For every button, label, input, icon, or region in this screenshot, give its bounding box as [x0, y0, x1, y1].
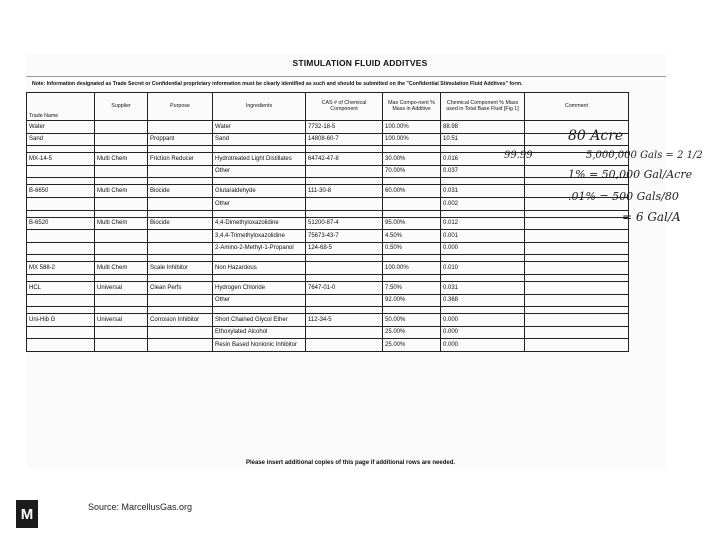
- column-header: Max Compo-nent % Mass in Additive: [383, 93, 441, 121]
- table-cell: 0.000: [441, 339, 525, 352]
- table-cell: Clean Perfs: [148, 281, 213, 294]
- table-cell: 0.037: [441, 165, 525, 178]
- table-cell: Multi Chem: [95, 262, 148, 275]
- row-spacer: [27, 210, 629, 217]
- table-cell: 25.00%: [383, 326, 441, 339]
- table-cell: 112-34-5: [306, 314, 383, 327]
- column-header: Chemical Component % Mass used in Total Base Fluid [Fig 1]: [441, 93, 525, 121]
- table-cell: Non Hazardous: [213, 262, 306, 275]
- table-cell: Water: [27, 121, 95, 134]
- handwritten-note: .01% = 500 Gals/80: [568, 190, 679, 203]
- table-cell: 4,4-Dimethyloxazolidine: [213, 217, 306, 230]
- spacer-cell: [148, 274, 213, 281]
- table-row: [27, 314, 629, 327]
- table-row: [27, 197, 629, 210]
- table-cell: B-6650: [27, 185, 95, 198]
- spacer-cell: [306, 307, 383, 314]
- table-cell: [148, 230, 213, 243]
- column-header: Supplier: [95, 93, 148, 121]
- table-cell: [525, 339, 629, 352]
- logo-letter: M: [20, 506, 34, 523]
- table-cell: Water: [213, 121, 306, 134]
- table-cell: 60.00%: [383, 185, 441, 198]
- table-cell: 51200-87-4: [306, 217, 383, 230]
- table-cell: [306, 197, 383, 210]
- spacer-cell: [213, 307, 306, 314]
- table-cell: 64742-47-8: [306, 153, 383, 166]
- spacer-cell: [383, 178, 441, 185]
- spacer-cell: [441, 210, 525, 217]
- spacer-cell: [27, 210, 95, 217]
- table-cell: [27, 294, 95, 307]
- spacer-cell: [148, 255, 213, 262]
- spacer-cell: [441, 307, 525, 314]
- table-cell: Multi Chem: [95, 185, 148, 198]
- additives-table: [26, 92, 629, 352]
- spacer-cell: [306, 210, 383, 217]
- spacer-cell: [148, 210, 213, 217]
- table-row: [27, 339, 629, 352]
- table-cell: Sand: [213, 133, 306, 146]
- source-caption: Source: MarcellusGas.org: [88, 502, 193, 512]
- spacer-cell: [306, 255, 383, 262]
- spacer-cell: [383, 274, 441, 281]
- table-cell: 75673-43-7: [306, 230, 383, 243]
- table-cell: [27, 242, 95, 255]
- table-cell: Universal: [95, 314, 148, 327]
- table-cell: [148, 339, 213, 352]
- spacer-cell: [27, 178, 95, 185]
- column-header: CAS # of Chemical Component: [306, 93, 383, 121]
- scan-rule: [26, 76, 666, 77]
- handwritten-note: 80 Acre: [568, 128, 624, 144]
- table-cell: [27, 339, 95, 352]
- table-cell: 2-Amino-2-Methyl-1-Propanol: [213, 242, 306, 255]
- table-cell: [383, 197, 441, 210]
- table-cell: 124-68-5: [306, 242, 383, 255]
- table-cell: [27, 197, 95, 210]
- spacer-cell: [306, 274, 383, 281]
- spacer-cell: [441, 178, 525, 185]
- handwritten-note: = 6 Gal/A: [622, 210, 681, 224]
- handwritten-note: 99.99: [504, 150, 533, 161]
- table-cell: [95, 121, 148, 134]
- spacer-cell: [148, 178, 213, 185]
- table-cell: [27, 230, 95, 243]
- spacer-cell: [27, 274, 95, 281]
- spacer-cell: [213, 210, 306, 217]
- table-cell: Hydrotreated Light Distillates: [213, 153, 306, 166]
- table-cell: 50.00%: [383, 314, 441, 327]
- table-row: [27, 185, 629, 198]
- table-cell: [525, 326, 629, 339]
- table-cell: Scale Inhibitor: [148, 262, 213, 275]
- spacer-cell: [525, 255, 629, 262]
- spacer-cell: [213, 146, 306, 153]
- spacer-cell: [525, 307, 629, 314]
- table-cell: 100.00%: [383, 262, 441, 275]
- table-row: [27, 326, 629, 339]
- spacer-cell: [95, 146, 148, 153]
- table-cell: [95, 230, 148, 243]
- table-cell: 0.000: [441, 314, 525, 327]
- spacer-cell: [383, 307, 441, 314]
- table-cell: 0.50%: [383, 242, 441, 255]
- handwritten-note: 5,000,000 Gals = 2 1/2: [586, 150, 703, 161]
- table-cell: Glutaraldehyde: [213, 185, 306, 198]
- table-cell: 3,4,4-Trimethyloxazolidine: [213, 230, 306, 243]
- table-cell: Short Chained Glycol Ether: [213, 314, 306, 327]
- table-cell: 100.00%: [383, 121, 441, 134]
- table-cell: 0.016: [441, 153, 525, 166]
- table-cell: 7732-18-5: [306, 121, 383, 134]
- table-cell: MX-14-5: [27, 153, 95, 166]
- table-row: [27, 242, 629, 255]
- table-cell: Biocide: [148, 185, 213, 198]
- table-cell: 0.031: [441, 185, 525, 198]
- table-cell: 0.010: [441, 262, 525, 275]
- table-cell: [525, 242, 629, 255]
- spacer-cell: [525, 274, 629, 281]
- spacer-cell: [383, 255, 441, 262]
- table-cell: [525, 281, 629, 294]
- table-cell: [95, 165, 148, 178]
- table-cell: Multi Chem: [95, 153, 148, 166]
- spacer-cell: [383, 210, 441, 217]
- table-cell: 0.002: [441, 197, 525, 210]
- table-cell: 10.51: [441, 133, 525, 146]
- table-cell: 0.031: [441, 281, 525, 294]
- table-cell: 4.50%: [383, 230, 441, 243]
- row-spacer: [27, 255, 629, 262]
- table-cell: HCL: [27, 281, 95, 294]
- table-cell: [27, 326, 95, 339]
- table-cell: Biocide: [148, 217, 213, 230]
- table-cell: B-6520: [27, 217, 95, 230]
- table-cell: Ethoxylated Alcohol: [213, 326, 306, 339]
- table-cell: 0.000: [441, 326, 525, 339]
- table-cell: 111-30-8: [306, 185, 383, 198]
- spacer-cell: [383, 146, 441, 153]
- handwritten-note: 1% = 50,000 Gal/Acre: [568, 168, 693, 181]
- table-cell: Corrosion Inhibitor: [148, 314, 213, 327]
- table-cell: [525, 217, 629, 230]
- row-spacer: [27, 307, 629, 314]
- table-cell: Uni-Hib G: [27, 314, 95, 327]
- column-header: Purpose: [148, 93, 213, 121]
- table-cell: [525, 262, 629, 275]
- spacer-cell: [441, 274, 525, 281]
- table-cell: Proppant: [148, 133, 213, 146]
- spacer-cell: [213, 255, 306, 262]
- table-cell: [148, 294, 213, 307]
- column-header: Ingredients: [213, 93, 306, 121]
- footer-note: Please insert additional copies of this page if additional rows are needed.: [246, 460, 456, 466]
- spacer-cell: [27, 146, 95, 153]
- table-cell: Sand: [27, 133, 95, 146]
- table-cell: 0.001: [441, 230, 525, 243]
- document-note: Note: Information designated as Trade Secret or Confidential proprietary information must be clearly identified as such and should be submitted on the "Confidential Stimulation Fluid Additves" form.: [32, 81, 523, 87]
- table-cell: [148, 326, 213, 339]
- row-spacer: [27, 274, 629, 281]
- column-header: Trade Name: [27, 93, 95, 121]
- row-spacer: [27, 178, 629, 185]
- table-cell: Multi Chem: [95, 217, 148, 230]
- table-cell: [148, 197, 213, 210]
- table-cell: 0.368: [441, 294, 525, 307]
- spacer-cell: [95, 307, 148, 314]
- table-row: [27, 281, 629, 294]
- spacer-cell: [95, 274, 148, 281]
- table-cell: 92.00%: [383, 294, 441, 307]
- table-row: [27, 262, 629, 275]
- table-cell: 70.00%: [383, 165, 441, 178]
- marcellus-logo: [16, 500, 38, 528]
- table-cell: MX 588-2: [27, 262, 95, 275]
- table-cell: 95.00%: [383, 217, 441, 230]
- spacer-cell: [306, 146, 383, 153]
- table-cell: [148, 121, 213, 134]
- spacer-cell: [95, 210, 148, 217]
- table-cell: 0.000: [441, 242, 525, 255]
- table-cell: [148, 242, 213, 255]
- table-cell: 25.00%: [383, 339, 441, 352]
- table-cell: Other: [213, 294, 306, 307]
- table-cell: [148, 165, 213, 178]
- column-header: Comment: [525, 93, 629, 121]
- table-cell: [525, 314, 629, 327]
- spacer-cell: [27, 255, 95, 262]
- spacer-cell: [148, 307, 213, 314]
- table-cell: Other: [213, 165, 306, 178]
- table-cell: [95, 326, 148, 339]
- table-cell: [95, 242, 148, 255]
- table-cell: Friction Reducer: [148, 153, 213, 166]
- table-row: [27, 121, 629, 134]
- table-cell: [95, 133, 148, 146]
- spacer-cell: [95, 178, 148, 185]
- table-cell: [306, 339, 383, 352]
- spacer-cell: [213, 178, 306, 185]
- table-cell: 0.012: [441, 217, 525, 230]
- table-header-row: [27, 93, 629, 121]
- table-row: [27, 153, 629, 166]
- table-cell: 14808-60-7: [306, 133, 383, 146]
- spacer-cell: [441, 255, 525, 262]
- table-row: [27, 294, 629, 307]
- spacer-cell: [525, 210, 629, 217]
- table-cell: [95, 197, 148, 210]
- table-cell: [306, 262, 383, 275]
- spacer-cell: [95, 255, 148, 262]
- table-cell: 7647-01-0: [306, 281, 383, 294]
- table-row: [27, 165, 629, 178]
- table-row: [27, 217, 629, 230]
- table-cell: 30.00%: [383, 153, 441, 166]
- table-cell: [27, 165, 95, 178]
- table-cell: Resin Based Nonionic Inhibitor: [213, 339, 306, 352]
- table-cell: [95, 294, 148, 307]
- table-cell: [525, 230, 629, 243]
- table-cell: Hydrogen Chloride: [213, 281, 306, 294]
- table-cell: 7.50%: [383, 281, 441, 294]
- table-cell: [306, 326, 383, 339]
- row-spacer: [27, 146, 629, 153]
- table-cell: Universal: [95, 281, 148, 294]
- table-cell: [306, 294, 383, 307]
- spacer-cell: [148, 146, 213, 153]
- spacer-cell: [27, 307, 95, 314]
- spacer-cell: [213, 274, 306, 281]
- table-row: [27, 133, 629, 146]
- table-cell: [525, 294, 629, 307]
- table-cell: 88.98: [441, 121, 525, 134]
- table-cell: 100.00%: [383, 133, 441, 146]
- table-cell: [95, 339, 148, 352]
- table-row: [27, 230, 629, 243]
- document-title: STIMULATION FLUID ADDITVES: [292, 58, 428, 68]
- spacer-cell: [306, 178, 383, 185]
- table-cell: [306, 165, 383, 178]
- table-cell: Other: [213, 197, 306, 210]
